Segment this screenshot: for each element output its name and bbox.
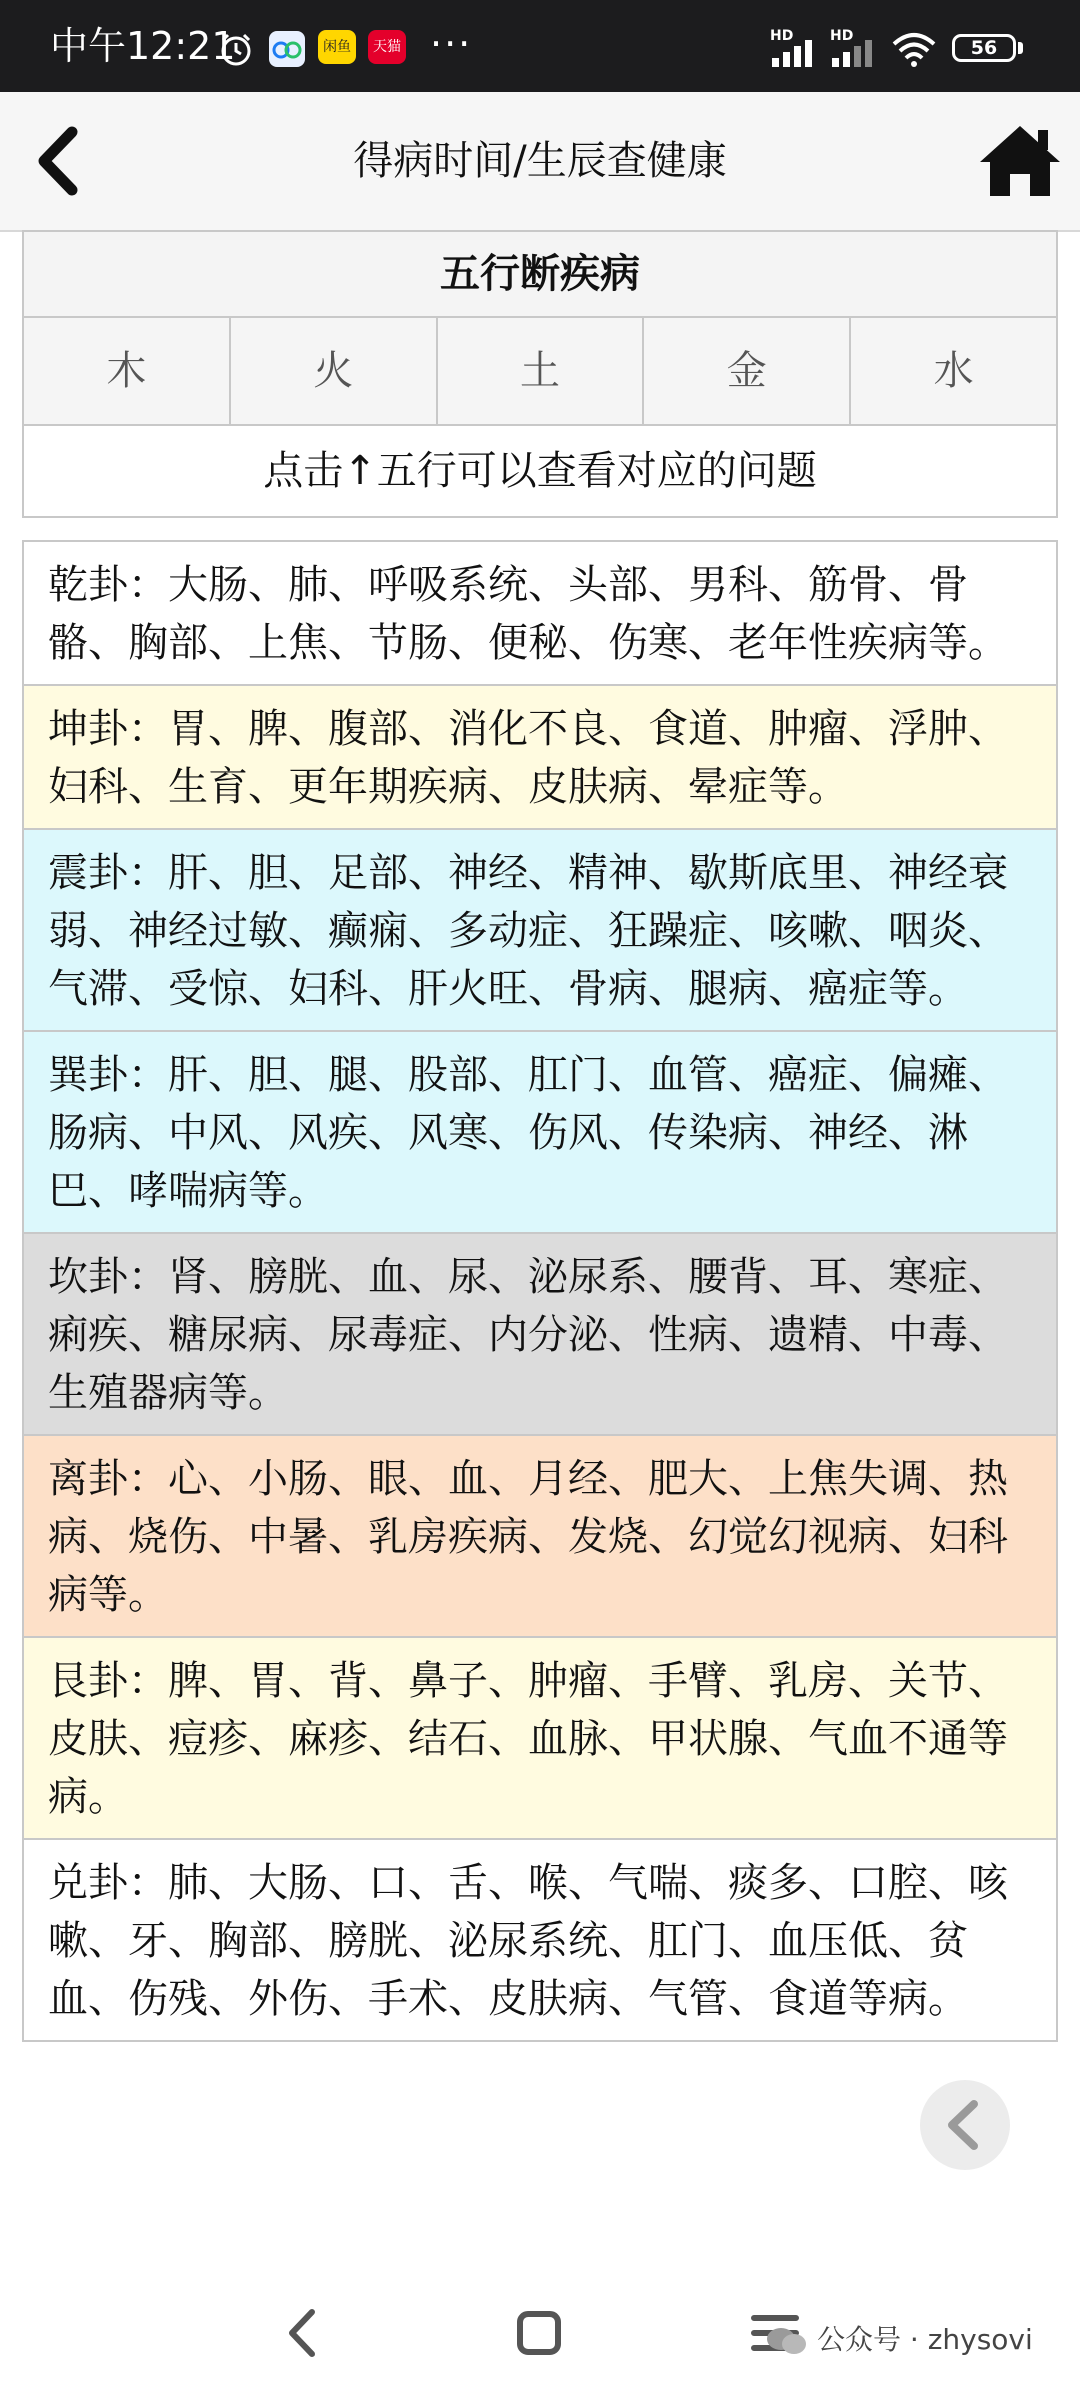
app-header	[0, 92, 1080, 232]
wuxing-earth-button[interactable]: 土	[438, 318, 645, 424]
chevron-left-icon[interactable]	[30, 122, 90, 200]
wuxing-wood-button[interactable]: 木	[24, 318, 231, 424]
xianyu-app-icon: 闲鱼	[318, 30, 356, 64]
gua-zhen: 震卦：肝、胆、足部、神经、精神、歇斯底里、神经衰弱、神经过敏、癫痫、多动症、狂躁症、咳嗽、咽炎、气滞、受惊、妇科、肝火旺、骨病、腿病、癌症等。	[24, 830, 1056, 1032]
gua-kun: 坤卦：胃、脾、腹部、消化不良、食道、肿瘤、浮肿、妇科、生育、更年期疾病、皮肤病、晕症等。	[24, 686, 1056, 830]
battery-level: 56	[970, 37, 998, 59]
wuxing-water-button[interactable]: 水	[851, 318, 1056, 424]
battery-icon	[952, 34, 1016, 62]
gua-kan: 坎卦：肾、膀胱、血、尿、泌尿系、腰背、耳、寒症、痢疾、糖尿病、尿毒症、内分泌、性病、遗精、中毒、生殖器病等。	[24, 1234, 1056, 1436]
signal-2-label: HD	[830, 28, 854, 44]
signal-1-icon	[770, 36, 822, 68]
gua-xun: 巽卦：肝、胆、腿、股部、肛门、血管、癌症、偏瘫、肠病、中风、风疾、风寒、伤风、传染病、神经、淋巴、哮喘病等。	[24, 1032, 1056, 1234]
wuxing-metal-button[interactable]: 金	[644, 318, 851, 424]
gua-li: 离卦：心、小肠、眼、血、月经、肥大、上焦失调、热病、烧伤、中暑、乳房疾病、发烧、幻觉幻视病、妇科病等。	[24, 1436, 1056, 1638]
signal-2-icon	[830, 36, 882, 68]
status-time: 中午12:21	[50, 24, 236, 68]
wechat-icon	[765, 2326, 809, 2356]
gua-qian: 乾卦：大肠、肺、呼吸系统、头部、男科、筋骨、骨骼、胸部、上焦、节肠、便秘、伤寒、老年性疾病等。	[24, 542, 1056, 686]
wuxing-hint: 点击↑五行可以查看对应的问题	[263, 448, 817, 494]
gua-gen: 艮卦：脾、胃、背、鼻子、肿瘤、手臂、乳房、关节、皮肤、痘疹、麻疹、结石、血脉、甲状腺、气血不通等病。	[24, 1638, 1056, 1840]
wuxing-fire-button[interactable]: 火	[231, 318, 438, 424]
tmall-app-icon: 天猫	[368, 30, 406, 64]
gua-list	[22, 540, 1058, 2042]
wifi-icon	[890, 32, 938, 68]
floating-back-button[interactable]	[920, 2080, 1010, 2170]
wuxing-elements-row	[24, 318, 1056, 426]
gua-dui: 兑卦：肺、大肠、口、舌、喉、气喘、痰多、口腔、咳嗽、牙、胸部、膀胱、泌尿系统、肛门、血压低、贫血、伤残、外伤、手术、皮肤病、气管、食道等病。	[24, 1840, 1056, 2040]
nav-home-icon[interactable]	[504, 2298, 574, 2368]
status-bar	[0, 0, 1080, 92]
more-notifications: ···	[430, 22, 473, 66]
page-title: 得病时间/生辰查健康	[353, 138, 727, 184]
chevron-left-icon	[920, 2080, 1010, 2170]
watermark	[765, 2320, 1033, 2360]
baidu-netdisk-icon	[268, 30, 306, 68]
wuxing-table	[22, 230, 1058, 518]
watermark-text: 公众号 · zhysovi	[817, 2323, 1033, 2356]
battery-tip	[1018, 42, 1023, 54]
nav-back-icon[interactable]	[268, 2298, 338, 2368]
home-icon[interactable]	[976, 122, 1064, 200]
wuxing-title: 五行断疾病	[24, 232, 1056, 318]
signal-1-label: HD	[770, 28, 794, 44]
alarm-icon	[218, 32, 254, 68]
